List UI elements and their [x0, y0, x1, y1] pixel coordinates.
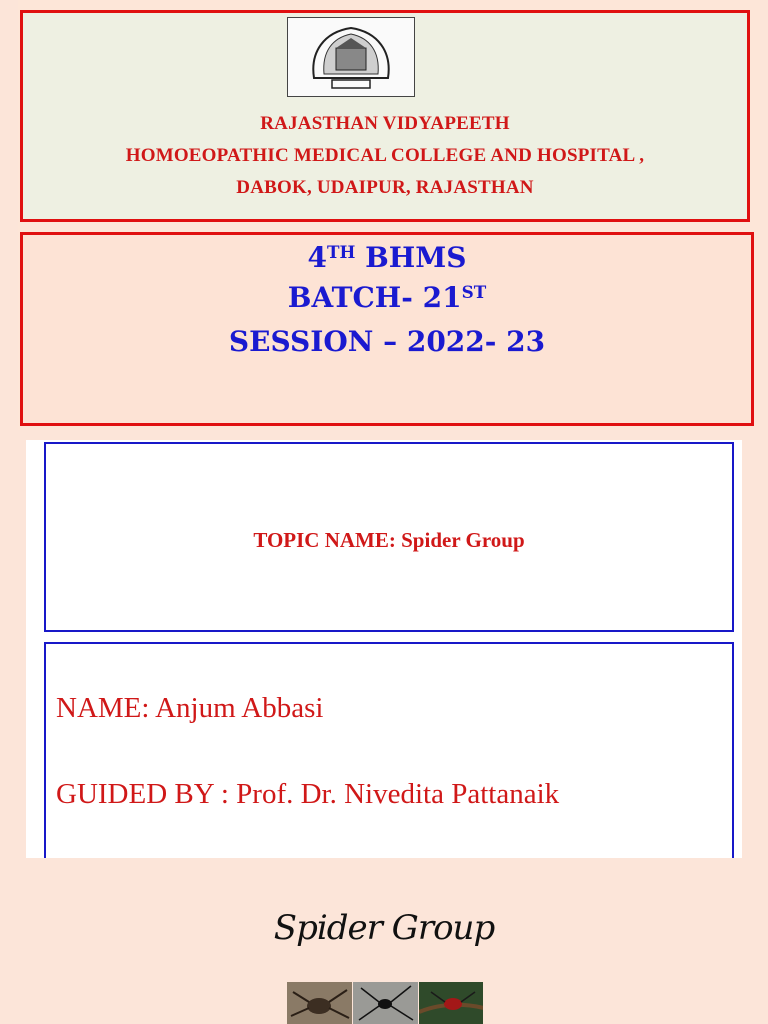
black-spider-photo-icon[interactable]: [353, 982, 418, 1024]
college-name-line1: RAJASTHAN VIDYAPEETH: [260, 113, 510, 134]
tarantula-photo-icon[interactable]: [287, 982, 352, 1024]
course-year: 4TH BHMS: [307, 241, 467, 274]
session-year: SESSION – 2022- 23: [228, 325, 546, 358]
guide-name: GUIDED BY : Prof. Dr. Nivedita Pattanaik: [56, 778, 560, 810]
college-address: DABOK, UDAIPUR, RAJASTHAN: [236, 177, 534, 198]
topic-box: [44, 442, 734, 632]
batch-info-box: [20, 232, 754, 426]
student-info-box: [44, 642, 734, 858]
student-name: NAME: Anjum Abbasi: [56, 692, 324, 724]
college-header-box: [20, 10, 750, 222]
topic-name: TOPIC NAME: Spider Group: [253, 528, 525, 552]
college-seal-icon: [287, 17, 415, 97]
college-name-line2: HOMOEOPATHIC MEDICAL COLLEGE AND HOSPITAL ,: [125, 145, 645, 166]
red-spider-photo-icon[interactable]: [419, 982, 483, 1024]
document-title: Spider Group: [273, 908, 495, 948]
thumbnail-strip[interactable]: [287, 982, 483, 1024]
batch-number: BATCH- 21ST: [287, 281, 487, 314]
